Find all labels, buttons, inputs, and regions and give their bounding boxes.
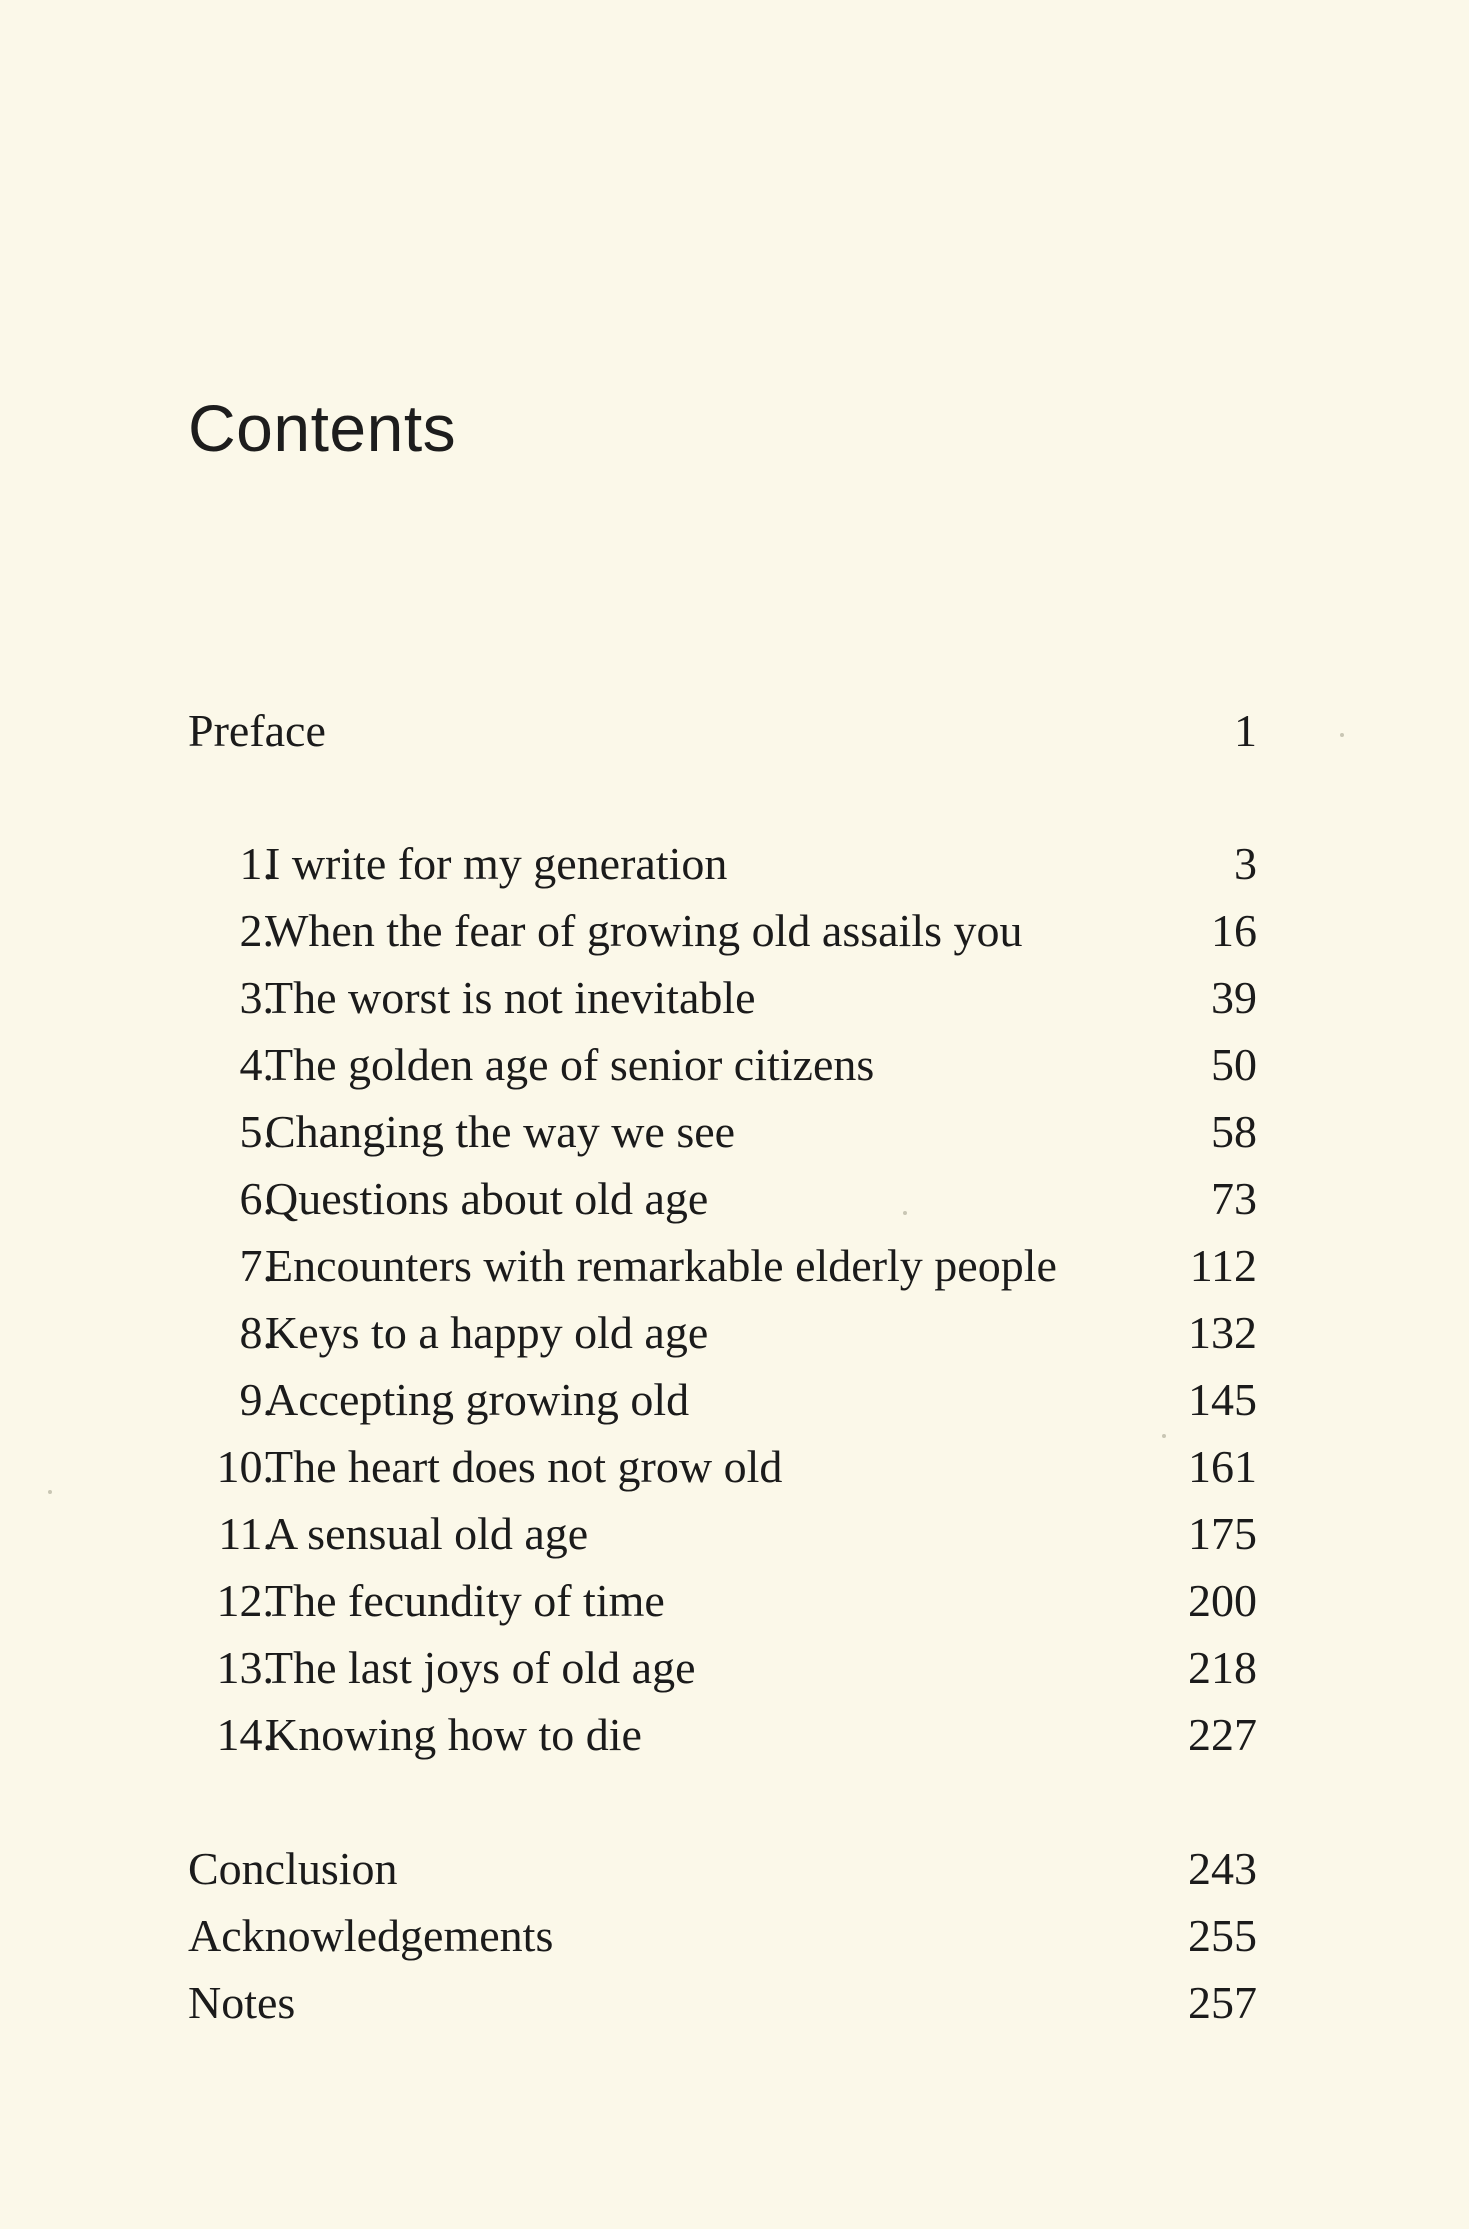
chapter-number: 8.: [239, 1307, 274, 1358]
chapter-number: 1.: [239, 838, 274, 889]
chapter-number: 3.: [239, 972, 274, 1023]
chapter-number: 14.: [216, 1709, 274, 1760]
chapter-page: 132: [1188, 1307, 1257, 1358]
toc-entry-chapter: [0, 1166, 1469, 1232]
toc-entry-notes: [0, 1970, 1469, 2036]
toc-entry-label: Acknowledgements: [188, 1910, 554, 1961]
toc-entry-chapter: [0, 1702, 1469, 1768]
toc-entry-label: Notes: [188, 1977, 296, 2028]
toc-entry-page: 243: [1188, 1843, 1257, 1894]
toc-entry-page: 255: [1188, 1910, 1257, 1961]
chapter-number: 12.: [216, 1575, 274, 1626]
toc-entry-chapter: [0, 1568, 1469, 1634]
paper-speck: [903, 1211, 907, 1215]
toc-entry-preface: [0, 698, 1469, 764]
chapter-page: 112: [1189, 1240, 1257, 1291]
chapter-title: A sensual old age: [265, 1508, 589, 1559]
chapter-page: 39: [1211, 972, 1257, 1023]
chapter-page: 3: [1234, 838, 1257, 889]
paper-speck: [1162, 1434, 1166, 1438]
chapter-title: Knowing how to die: [265, 1709, 642, 1760]
chapter-title: The golden age of senior citizens: [265, 1039, 875, 1090]
chapter-page: 218: [1188, 1642, 1257, 1693]
toc-entry-chapter: [0, 1635, 1469, 1701]
chapter-title: Questions about old age: [265, 1173, 709, 1224]
toc-entry-chapter: [0, 1501, 1469, 1567]
chapter-page: 161: [1188, 1441, 1257, 1492]
chapter-title: The last joys of old age: [265, 1642, 696, 1693]
toc-entry-label: Preface: [188, 705, 326, 756]
toc-entry-chapter: [0, 1434, 1469, 1500]
toc-entry-chapter: [0, 1233, 1469, 1299]
toc-entry-chapter: [0, 1032, 1469, 1098]
toc-entry-chapter: [0, 1099, 1469, 1165]
chapter-number: 4.: [239, 1039, 274, 1090]
chapter-title: The fecundity of time: [265, 1575, 665, 1626]
chapter-title: The worst is not inevitable: [265, 972, 756, 1023]
chapter-number: 13.: [216, 1642, 274, 1693]
paper-speck: [48, 1490, 52, 1494]
chapter-number: 9.: [239, 1374, 274, 1425]
toc-entry-chapter: [0, 965, 1469, 1031]
toc-entry-chapter: [0, 831, 1469, 897]
toc-entry-chapter: [0, 1367, 1469, 1433]
chapter-title: Encounters with remarkable elderly people: [265, 1240, 1057, 1291]
toc-entry-page: 1: [1234, 705, 1257, 756]
chapter-title: Accepting growing old: [265, 1374, 690, 1425]
chapter-page: 73: [1211, 1173, 1257, 1224]
chapter-page: 145: [1188, 1374, 1257, 1425]
chapter-title: I write for my generation: [265, 838, 728, 889]
chapter-page: 200: [1188, 1575, 1257, 1626]
chapter-page: 16: [1211, 905, 1257, 956]
chapter-number: 7.: [239, 1240, 274, 1291]
chapter-page: 227: [1188, 1709, 1257, 1760]
chapter-number: 5.: [239, 1106, 274, 1157]
chapter-number: 6.: [239, 1173, 274, 1224]
toc-entry-page: 257: [1188, 1977, 1257, 2028]
chapter-title: When the fear of growing old assails you: [265, 905, 1023, 956]
paper-speck: [1340, 733, 1344, 737]
chapter-title: Changing the way we see: [265, 1106, 736, 1157]
chapter-page: 175: [1188, 1508, 1257, 1559]
chapter-number: 2.: [239, 905, 274, 956]
chapter-number: 10.: [216, 1441, 274, 1492]
toc-entry-chapter: [0, 898, 1469, 964]
chapter-title: Keys to a happy old age: [265, 1307, 709, 1358]
toc-entry-chapter: [0, 1300, 1469, 1366]
toc-entry-acknowledgements: [0, 1903, 1469, 1969]
chapter-page: 58: [1211, 1106, 1257, 1157]
chapter-page: 50: [1211, 1039, 1257, 1090]
toc-entry-label: Conclusion: [188, 1843, 398, 1894]
chapter-title: The heart does not grow old: [265, 1441, 783, 1492]
page-title: Contents: [188, 391, 457, 465]
chapter-number: 11.: [218, 1508, 274, 1559]
toc-entry-conclusion: [0, 1836, 1469, 1902]
